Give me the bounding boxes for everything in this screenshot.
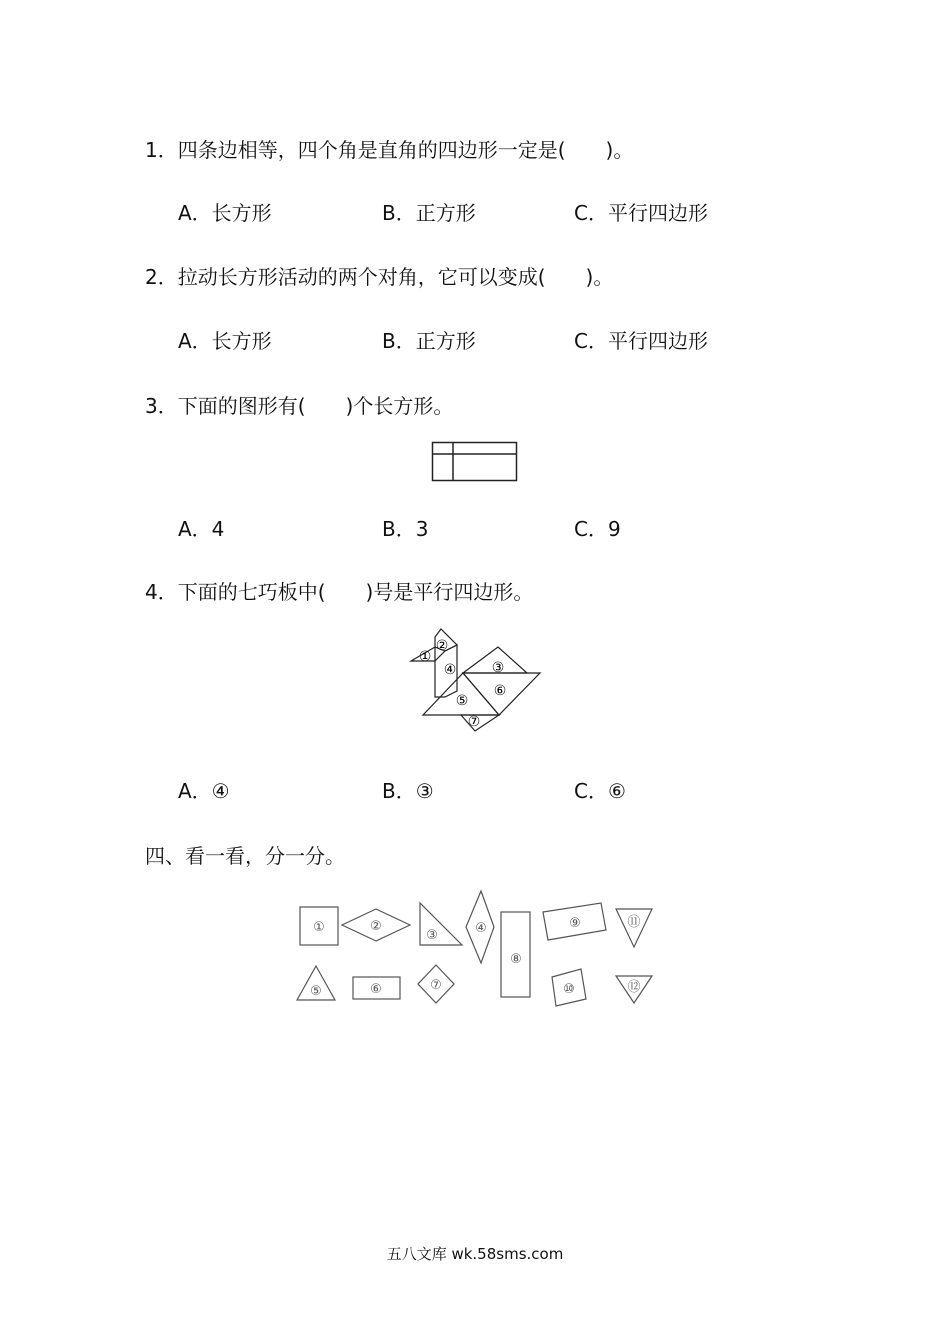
shape-label-11: ⑪ xyxy=(627,915,641,930)
tangram-label-1: ① xyxy=(418,649,432,665)
shape-label-5: ⑤ xyxy=(310,984,322,999)
q4-option-c: C．⑥ xyxy=(574,779,626,803)
tangram-label-4: ④ xyxy=(443,662,457,678)
shape-label-12: ⑫ xyxy=(627,980,641,995)
tangram-label-5: ⑤ xyxy=(455,693,469,709)
tangram-label-2: ② xyxy=(435,638,449,654)
q2-option-b: B．正方形 xyxy=(382,329,476,353)
section-4-title: 四、看一看，分一分。 xyxy=(145,844,345,868)
q1-option-b: B．正方形 xyxy=(382,201,476,225)
shape-label-2: ② xyxy=(370,919,382,934)
q4-option-a: A．④ xyxy=(178,779,230,803)
q2-option-c: C．平行四边形 xyxy=(574,329,708,353)
question-4-stem: 4．下面的七巧板中( )号是平行四边形。 xyxy=(145,580,534,604)
shape-label-9: ⑨ xyxy=(569,916,581,931)
q1-option-a: A．长方形 xyxy=(178,201,272,225)
shape-label-6: ⑥ xyxy=(370,982,382,997)
tangram-label-6: ⑥ xyxy=(493,683,507,699)
tangram-label-7: ⑦ xyxy=(467,714,481,730)
question-3-stem: 3．下面的图形有( )个长方形。 xyxy=(145,394,454,418)
q1-option-c: C．平行四边形 xyxy=(574,201,708,225)
q3-option-b: B．3 xyxy=(382,517,429,541)
q4-option-b: B．③ xyxy=(382,779,434,803)
shape-label-4: ④ xyxy=(475,921,487,936)
shapes-figure xyxy=(290,885,665,1010)
q2-option-a: A．长方形 xyxy=(178,329,272,353)
shape-label-8: ⑧ xyxy=(510,952,522,967)
shape-label-1: ① xyxy=(313,920,325,935)
tangram-figure xyxy=(405,625,545,735)
rectangle-figure xyxy=(430,440,520,484)
page-footer: 五八文库 wk.58sms.com xyxy=(386,1245,564,1263)
q3-option-c: C．9 xyxy=(574,517,621,541)
shape-label-10: ⑩ xyxy=(563,982,575,997)
shape-label-3: ③ xyxy=(426,928,438,943)
tangram-label-3: ③ xyxy=(491,660,505,676)
question-2-stem: 2．拉动长方形活动的两个对角，它可以变成( )。 xyxy=(145,265,614,289)
question-1-stem: 1．四条边相等，四个角是直角的四边形一定是( )。 xyxy=(145,138,634,162)
q3-option-a: A．4 xyxy=(178,517,225,541)
shape-label-7: ⑦ xyxy=(430,978,442,993)
